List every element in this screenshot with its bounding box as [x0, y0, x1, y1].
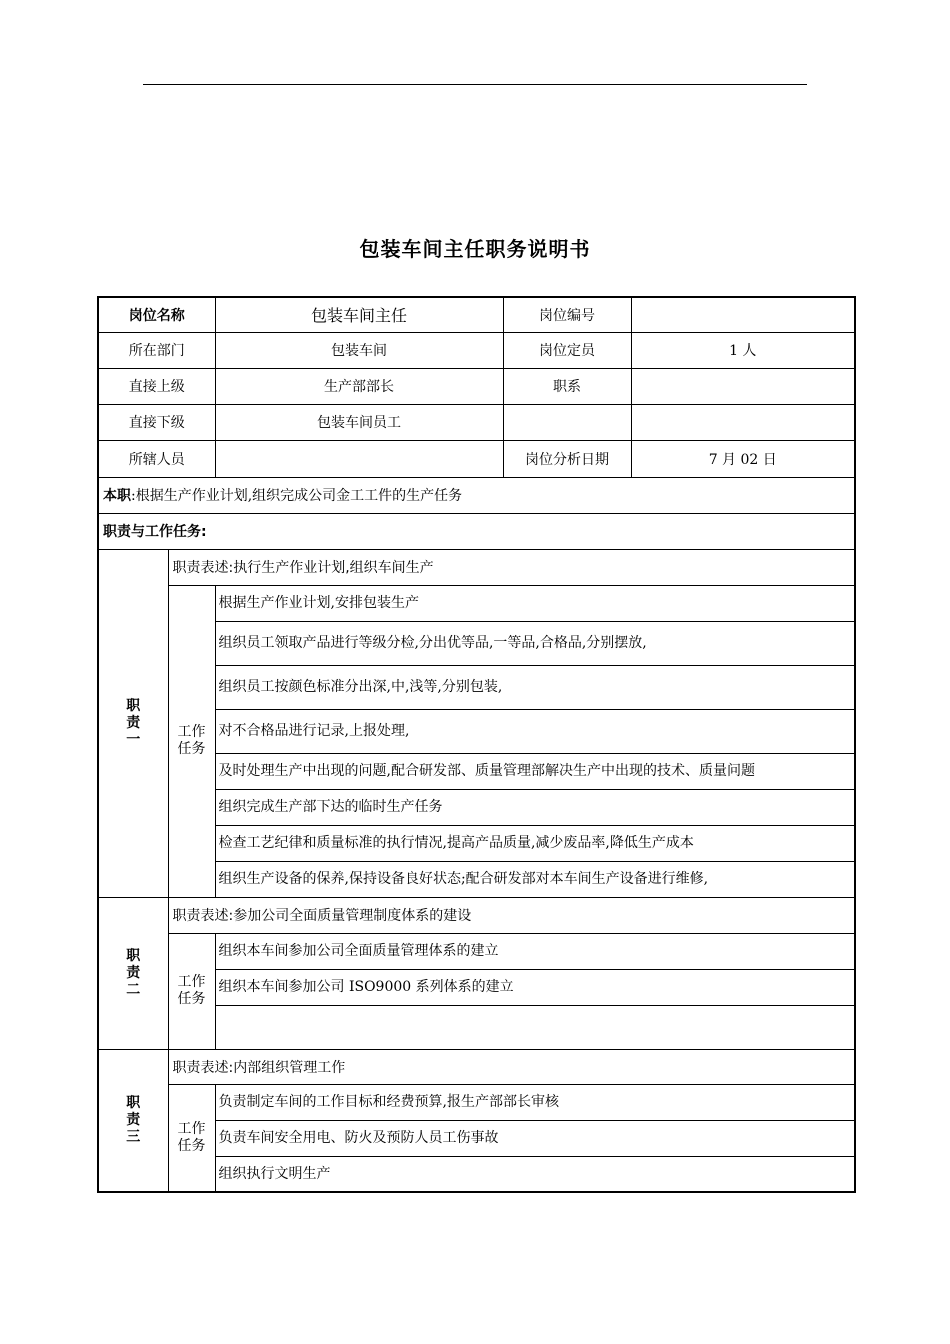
post-no-value: [631, 297, 855, 332]
header-rule: [143, 84, 807, 85]
post-name-value: 包装车间主任: [215, 297, 503, 332]
task-item: 组织完成生产部下达的临时生产任务: [215, 789, 855, 825]
subordinate-label: 直接下级: [98, 404, 215, 440]
headcount-value: 1 人: [631, 332, 855, 368]
task-row: [98, 933, 855, 969]
duty-3-statement: 职责表述:内部组织管理工作: [168, 1049, 855, 1084]
document-title: 包装车间主任职务说明书: [359, 237, 591, 261]
duty-2-task-label: 工作 任务: [168, 933, 215, 1049]
task-item: [215, 1005, 855, 1049]
duty-1-task-label: 工作 任务: [168, 585, 215, 897]
superior-value: 生产部部长: [215, 368, 503, 404]
job-description-table: [97, 296, 856, 1193]
subordinate-value: 包装车间员工: [215, 404, 503, 440]
task-item: 对不合格品进行记录,上报处理,: [215, 709, 855, 753]
summary-label: 本职: [103, 488, 131, 504]
analysis-date-label: 岗位分析日期: [503, 440, 631, 477]
grade-label: 职系: [503, 368, 631, 404]
duty-2-statement: 职责表述:参加公司全面质量管理制度体系的建设: [168, 897, 855, 933]
dept-value: 包装车间: [215, 332, 503, 368]
task-row: [98, 585, 855, 621]
task-row: [98, 1084, 855, 1120]
task-item: 组织本车间参加公司 ISO9000 系列体系的建立: [215, 969, 855, 1005]
row-staff: [98, 440, 855, 477]
duty-1-statement-row: [98, 549, 855, 585]
task-item: 及时处理生产中出现的问题,配合研发部、质量管理部解决生产中出现的技术、质量问题: [215, 753, 855, 789]
task-item: 组织本车间参加公司全面质量管理体系的建立: [215, 933, 855, 969]
task-item: 组织生产设备的保养,保持设备良好状态;配合研发部对本车间生产设备进行维修,: [215, 861, 855, 897]
task-item: 组织员工按颜色标准分出深,中,浅等,分别包装,: [215, 665, 855, 709]
task-item: 组织员工领取产品进行等级分检,分出优等品,一等品,合格品,分别摆放,: [215, 621, 855, 665]
post-name-label: 岗位名称: [98, 297, 215, 332]
headcount-label: 岗位定员: [503, 332, 631, 368]
row-post-name: [98, 297, 855, 332]
duty-3-statement-row: [98, 1049, 855, 1084]
duty-2-statement-row: [98, 897, 855, 933]
task-item: 负责车间安全用电、防火及预防人员工伤事故: [215, 1120, 855, 1156]
duty-1-name: 职 责 一: [98, 549, 168, 897]
staff-label: 所辖人员: [98, 440, 215, 477]
row-superior: [98, 368, 855, 404]
duty-3-task-label: 工作 任务: [168, 1084, 215, 1192]
task-item: 组织执行文明生产: [215, 1156, 855, 1192]
summary-text: :根据生产作业计划,组织完成公司金工工件的生产任务: [131, 488, 463, 504]
post-no-label: 岗位编号: [503, 297, 631, 332]
row-subordinate: [98, 404, 855, 440]
dept-label: 所在部门: [98, 332, 215, 368]
row-dept: [98, 332, 855, 368]
duty-1-statement: 职责表述:执行生产作业计划,组织车间生产: [168, 549, 855, 585]
summary-cell: [98, 477, 855, 513]
staff-value: [215, 440, 503, 477]
duty-3-name: 职 责 三: [98, 1049, 168, 1192]
superior-label: 直接上级: [98, 368, 215, 404]
row-duties-header: [98, 513, 855, 549]
analysis-date-value: 7 月 02 日: [631, 440, 855, 477]
duty-2-name: 职 责 二: [98, 897, 168, 1049]
row-summary: [98, 477, 855, 513]
task-item: 负责制定车间的工作目标和经费预算,报生产部部长审核: [215, 1084, 855, 1120]
grade-value: [631, 368, 855, 404]
duties-header: 职责与工作任务:: [98, 513, 855, 549]
task-item: 检查工艺纪律和质量标准的执行情况,提高产品质量,减少废品率,降低生产成本: [215, 825, 855, 861]
task-item: 根据生产作业计划,安排包装生产: [215, 585, 855, 621]
